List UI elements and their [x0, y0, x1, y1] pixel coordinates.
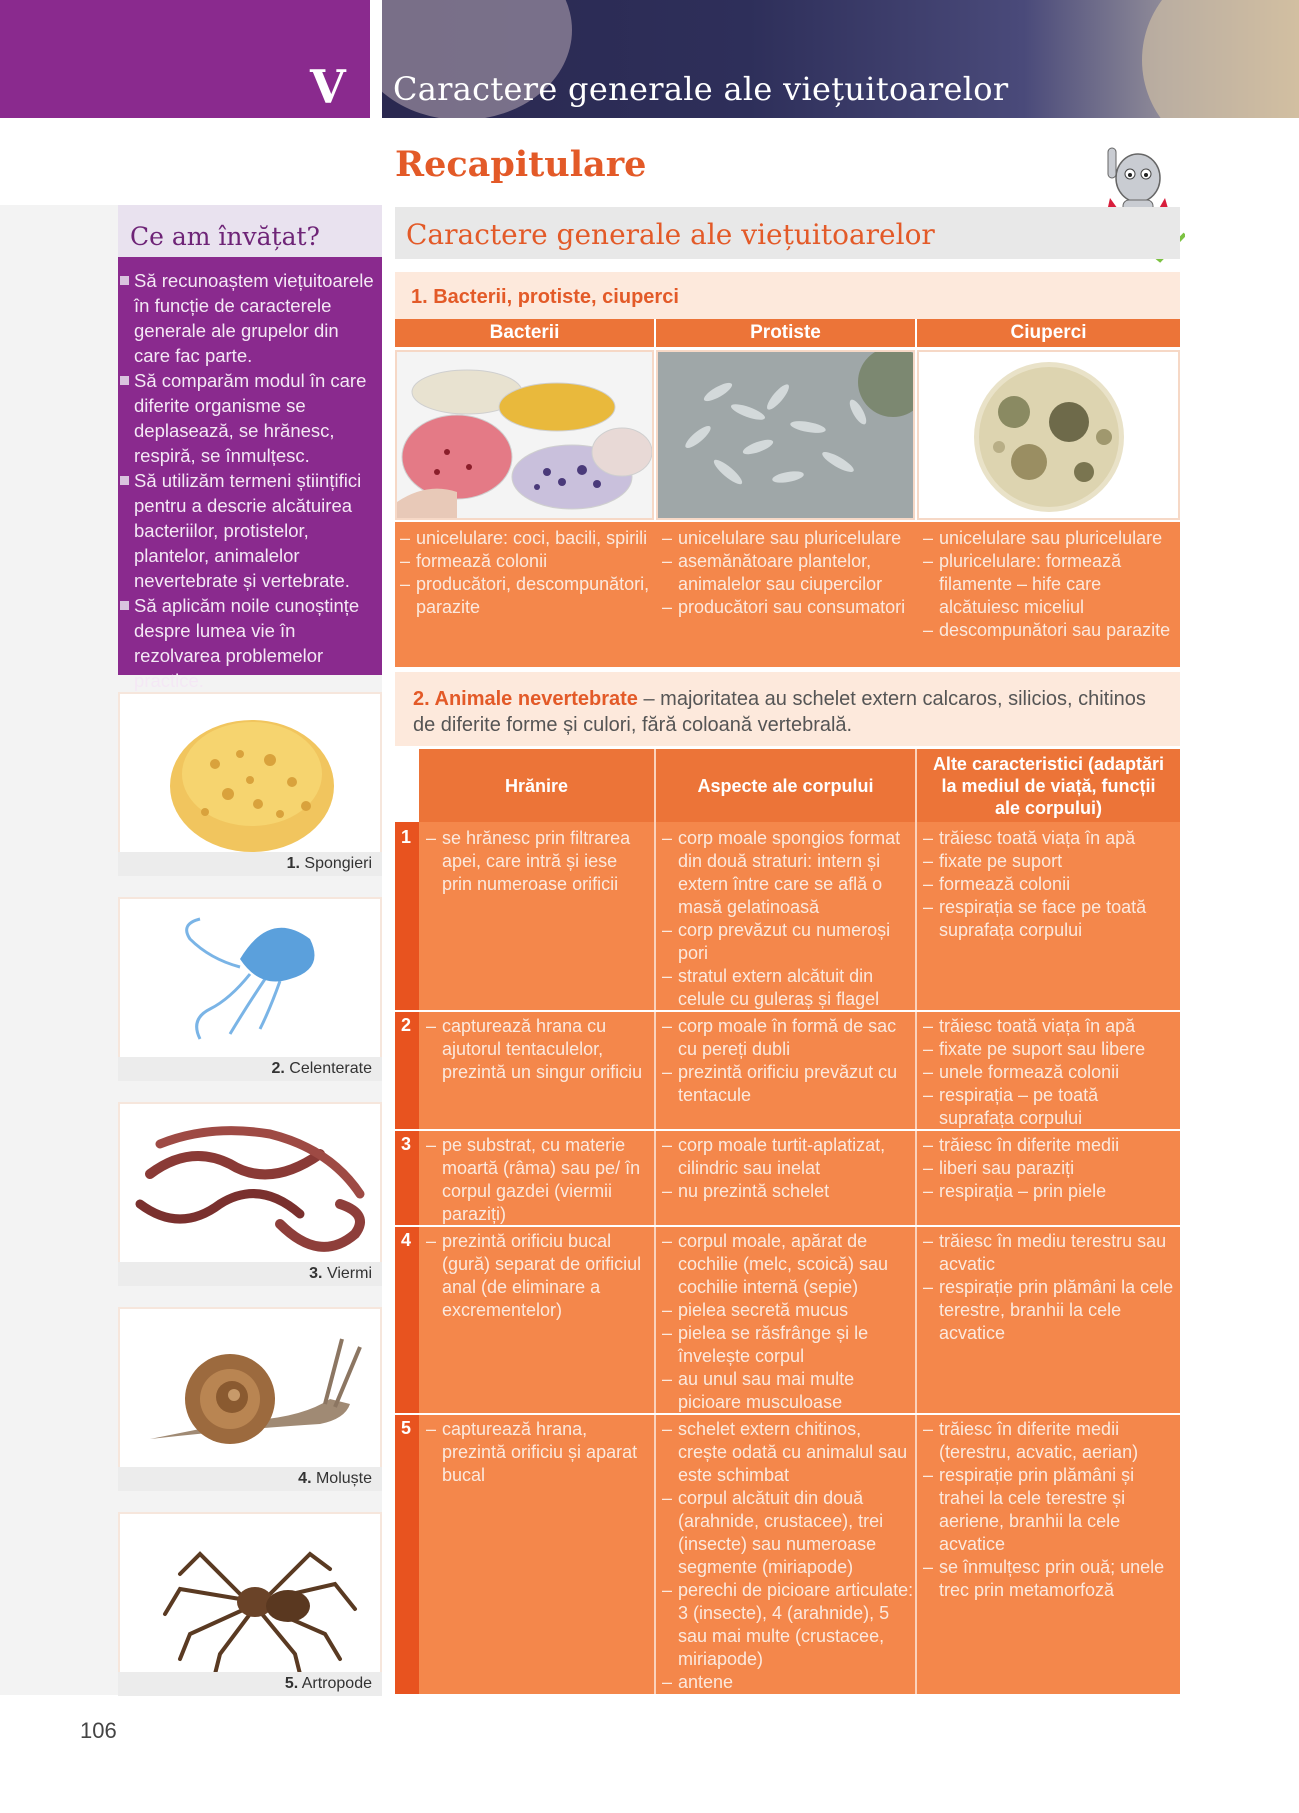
row1-corp: – corp moale spongios format din două straturi: intern și extern între care se află o masă gelatinoasă – corp prevăzut cu numeroși pori – stratul extern alcătuit din celule cu guleraș și flagel — [662, 827, 914, 1011]
snail-image — [118, 1307, 382, 1477]
gallery-caption: Viermi — [326, 1265, 372, 1282]
bacterii-list: – unicelulare: coci, bacili, spirili – formează colonii – producători, descompunători, parazite — [400, 527, 650, 619]
ciuperci-list: – unicelulare sau pluricelulare – pluricelulare: formează filamente – hife care alcătuiesc miceliul – descompunători sau parazite — [923, 527, 1175, 642]
row-number: 5 — [401, 1418, 412, 1438]
spider-image — [118, 1512, 382, 1682]
row-number: 4 — [401, 1230, 412, 1250]
row2-hranire: – capturează hrana cu ajutorul tentaculelor, prezintă un singur orificiu — [426, 1015, 652, 1084]
row4-hranire: – prezintă orificiu bucal (gură) separat de orificiul anal (de eliminare a excrementelor) — [426, 1230, 652, 1322]
bacteria-photo — [395, 350, 654, 520]
row-number: 3 — [401, 1134, 412, 1154]
col-header-corp: Aspecte ale corpului — [656, 749, 915, 822]
col-header-ciuperci: Ciuperci — [917, 319, 1180, 347]
gallery-caption: Celenterate — [289, 1060, 372, 1077]
row1-alte: – trăiesc toată viața în apă – fixate pe suport – formează colonii – respirația se face pe toată suprafața corpului — [923, 827, 1175, 942]
learned-item: Să utilizăm termeni științifici pentru a descrie alcătuirea bacteriilor, protistelor, plantelor, animalelor nevertebrate și vertebrate. — [118, 468, 376, 593]
col-header-hranire: Hrănire — [419, 749, 654, 822]
section2-header: 2. Animale nevertebrate – majoritatea au schelet extern calcaros, silicios, chitinos de diferite forme și culori, fără coloană vertebrală. — [395, 672, 1180, 746]
row1-hranire: – se hrănesc prin filtrarea apei, care intră și iese prin numeroase orificii — [426, 827, 652, 896]
learned-item: Să aplicăm noile cunoștințe despre lumea vie în rezolvarea problemelor practice. — [118, 593, 376, 693]
gallery-caption: Moluște — [315, 1470, 372, 1487]
chapter-number: V — [310, 60, 346, 114]
row2-corp: – corp moale în formă de sac cu pereți dubli – prezintă orificiu prevăzut cu tentacule — [662, 1015, 914, 1107]
row2-alte: – trăiesc toată viața în apă – fixate pe suport sau libere – unele formează colonii – respirația – pe toată suprafața corpului — [923, 1015, 1175, 1130]
row3-corp: – corp moale turtit-aplatizat, cilindric sau inelat – nu prezintă schelet — [662, 1134, 914, 1203]
chapter-title: Caractere generale ale viețuitoarelor — [393, 70, 1009, 108]
row5-hranire: – capturează hrana, prezintă orificiu și aparat bucal — [426, 1418, 652, 1487]
gallery-caption: Spongieri — [304, 855, 372, 872]
jellyfish-image — [118, 897, 382, 1067]
col-header-bacterii: Bacterii — [395, 319, 654, 347]
row5-corp: – schelet extern chitinos, crește odată cu animalul sau este schimbat – corpul alcătuit din două (arahnide, crustacee), trei (insecte) sau numeroase segmente (miriapode) – perechi de picioare articulate: 3 (insecte), 4 (arahnide), 5 sau mai multe (crustacee, miriapode) – antene — [662, 1418, 914, 1694]
row-number: 1 — [401, 827, 412, 847]
col-header-alte: Alte caracteristici (adaptări la mediul de viață, funcții ale corpului) — [917, 749, 1180, 822]
sponge-image — [118, 692, 382, 862]
row5-alte: – trăiesc în diferite medii (terestru, acvatic, aerian) – respirație prin plămâni și trahei la cele terestre și aeriene, branhii la cele acvatice – se înmulțesc prin ouă; unele trec prin metamorfoză — [923, 1418, 1175, 1602]
section1-header: 1. Bacterii, protiste, ciuperci — [395, 272, 1180, 319]
learned-item: Să comparăm modul în care diferite organisme se deplasează, se hrănesc, respiră, se înmulțesc. — [118, 368, 376, 468]
row3-hranire: – pe substrat, cu materie moartă (râma) sau pe/ în corpul gazdei (viermii paraziți) — [426, 1134, 652, 1226]
learned-list — [118, 268, 376, 693]
row3-alte: – trăiesc în diferite medii – liberi sau paraziți – respirația – prin piele — [923, 1134, 1175, 1203]
page-number: 106 — [80, 1718, 117, 1743]
page-heading: Recapitulare — [395, 144, 647, 185]
fungi-photo — [917, 350, 1180, 520]
worm-image — [118, 1102, 382, 1272]
protist-photo — [656, 350, 915, 520]
learned-item: Să recunoaștem viețuitoarele în funcție de caracterele generale ale grupelor din care fac parte. — [118, 268, 376, 368]
row4-alte: – trăiesc în mediu terestru sau acvatic – respirație prin plămâni la cele terestre, branhii la cele acvatice — [923, 1230, 1175, 1345]
section-title: Caractere generale ale viețuitoarelor — [406, 218, 935, 251]
learned-title: Ce am învățat? — [130, 222, 320, 251]
gallery-caption: Artropode — [301, 1675, 372, 1692]
col-header-protiste: Protiste — [656, 319, 915, 347]
row4-corp: – corpul moale, apărat de cochilie (melc, scoică) sau cochilie internă (sepie) – pielea secretă mucus – pielea se răsfrânge și le învelește corpul – au unul sau mai multe picioare musculoase — [662, 1230, 914, 1414]
protiste-list: – unicelulare sau pluricelulare – asemănătoare plantelor, animalelor sau ciupercilor – producători sau consumatori — [662, 527, 914, 619]
row-number: 2 — [401, 1015, 412, 1035]
